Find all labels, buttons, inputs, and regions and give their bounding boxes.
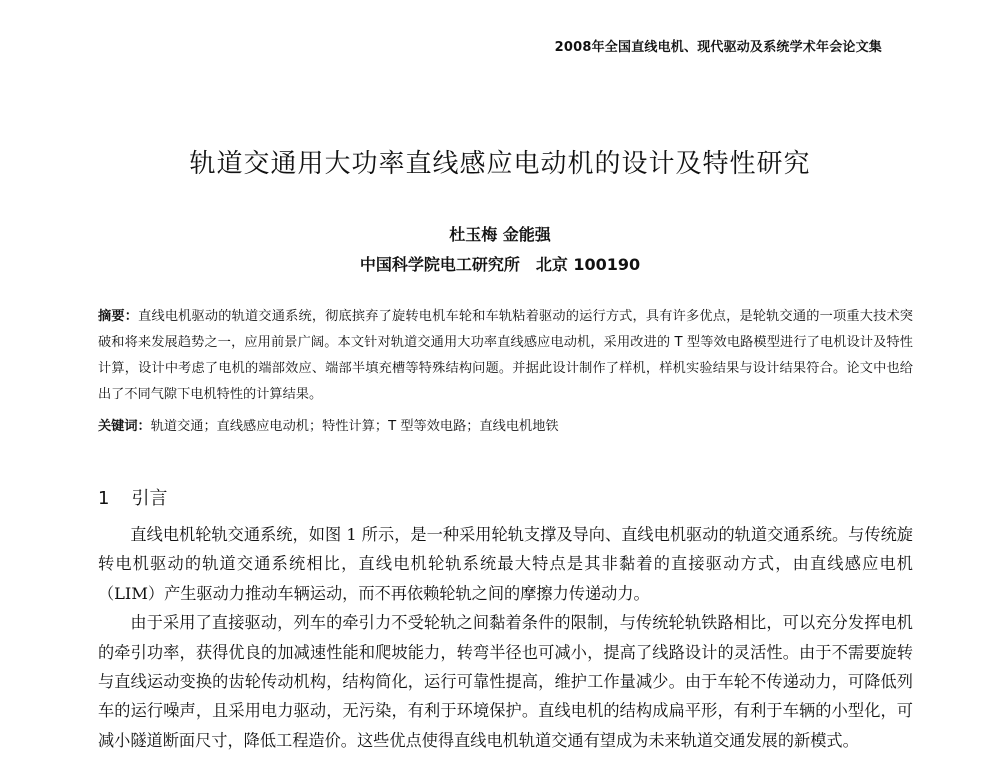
abstract — [98, 304, 913, 408]
section-title: 引言 — [131, 488, 168, 509]
running-header: 2008年全国直线电机、现代驱动及系统学术年会论文集 — [554, 40, 882, 55]
keywords — [98, 416, 913, 438]
section-number: 1 — [98, 488, 110, 509]
abstract-text: 直线电机驱动的轨道交通系统，彻底摈弃了旋转电机车轮和车轨粘着驱动的运行方式，具有许多优点，是轮轨交通的一项重大技术突破和将来发展趋势之一，应用前景广阔。本文针对轨道交通用大功率直线感应电动机，采用改进的 T 型等效电路模型进行了电机设计及特性计算，设计中考虑了电机的端部效应、端部半填充槽等特殊结构问题。并据此设计制作了样机，样机实验结果与设计结果符合。论文中也给出了不同气隙下电机特性的计算结果。 — [98, 309, 913, 402]
affiliation: 中国科学院电工研究所 北京 100190 — [359, 255, 641, 274]
keywords-text: 轨道交通；直线感应电动机；特性计算；T 型等效电路；直线电机地铁 — [150, 419, 559, 434]
paragraph: 直线电机轮轨交通系统，如图 1 所示，是一种采用轮轨支撑及导向、直线电机驱动的轨道交通系统。与传统旋转电机驱动的轨道交通系统相比，直线电机轮轨系统最大特点是其非黏着的直接驱动方式，由直线感应电机（LIM）产生驱动力推动车辆运动，而不再依赖轮轨之间的摩擦力传递动力。 — [98, 525, 913, 603]
body-text — [98, 520, 913, 755]
keywords-label: 关键词： — [98, 419, 151, 434]
paragraph: 由于采用了直接驱动，列车的牵引力不受轮轨之间黏着条件的限制，与传统轮轨铁路相比，可以充分发挥电机的牵引功率，获得优良的加减速性能和爬坡能力，转弯半径也可减小，提高了线路设计的灵活性。由于不需要旋转与直线运动变换的齿轮传动机构，结构简化，运行可靠性提高，维护工作量减少。由于车轮不传递动力，可降低列车的运行噪声，且采用电力驱动，无污染，有利于环境保护。直线电机的结构成扁平形，有利于车辆的小型化，可减小隧道断面尺寸，降低工程造价。这些优点使得直线电机轨道交通有望成为未来轨道交通发展的新模式。 — [98, 613, 913, 750]
paper-title: 轨道交通用大功率直线感应电动机的设计及特性研究 — [189, 149, 811, 179]
section-heading — [98, 484, 167, 510]
authors: 杜玉梅 金能强 — [449, 225, 551, 244]
abstract-label: 摘要： — [98, 309, 139, 324]
